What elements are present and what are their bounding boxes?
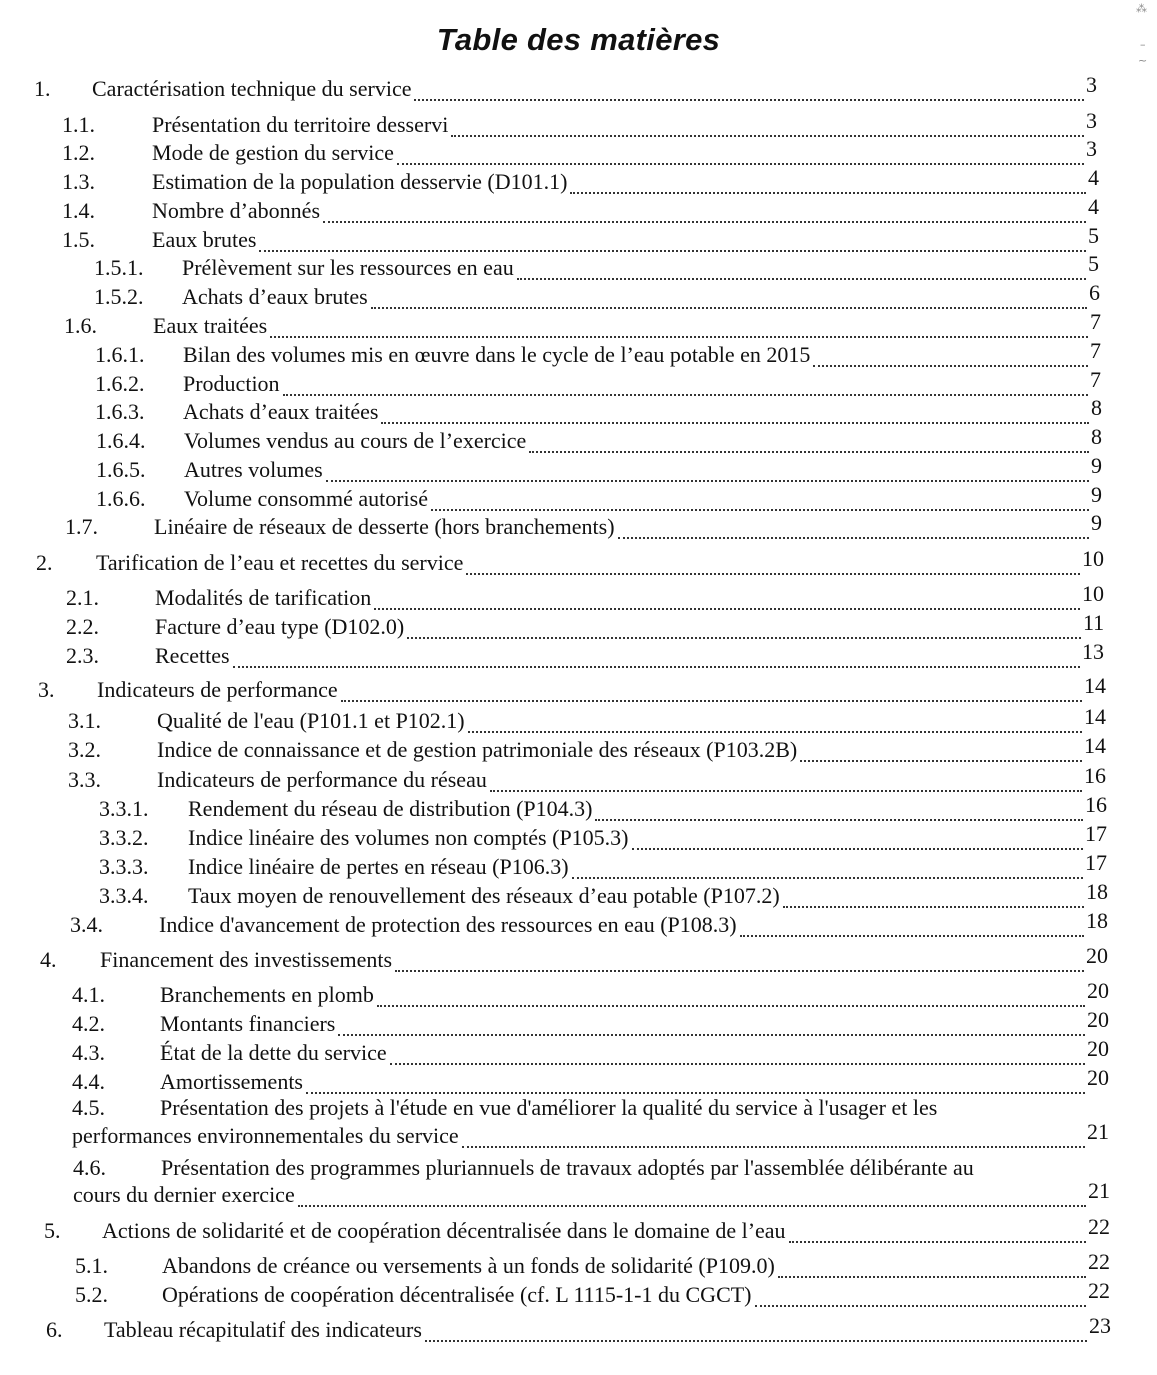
toc-entry-title[interactable]: Opérations de coopération décentralisée (cf. L 1115-1-1 du CGCT) [162, 1282, 752, 1307]
margin-mark: ~ [1138, 54, 1148, 67]
toc-entry-title[interactable]: Indice de connaissance et de gestion patrimoniale des réseaux (P103.2B) [157, 737, 798, 762]
toc-page-number[interactable]: 7 [1090, 309, 1101, 334]
toc-entry-title[interactable]: Branchements en plomb [160, 982, 374, 1007]
toc-page-number[interactable]: 17 [1085, 850, 1107, 875]
toc-entry-title[interactable]: Qualité de l'eau (P101.1 et P102.1) [157, 708, 465, 733]
toc-entry-title[interactable]: Actions de solidarité et de coopération décentralisée dans le domaine de l’eau [102, 1218, 786, 1243]
dot-leader [407, 637, 1081, 639]
toc-entry-number: 1.3. [62, 169, 95, 194]
toc-entry-title[interactable]: Taux moyen de renouvellement des réseaux d’eau potable (P107.2) [188, 883, 780, 908]
dot-leader [789, 1241, 1086, 1243]
toc-entry-title[interactable]: Présentation du territoire desservi [152, 112, 449, 137]
dot-leader [341, 700, 1082, 702]
toc-entry-title[interactable]: Linéaire de réseaux de desserte (hors branchements) [154, 514, 615, 539]
toc-entry-number: 1.2. [62, 140, 95, 165]
toc-entry-number: 3.3.1. [99, 796, 149, 821]
toc-entry-number: 5.2. [75, 1282, 108, 1307]
dot-leader [298, 1205, 1086, 1207]
dot-leader [259, 250, 1086, 252]
toc-page-number[interactable]: 5 [1088, 251, 1099, 276]
toc-entry-number: 4.2. [72, 1011, 105, 1036]
dot-leader [451, 135, 1084, 137]
toc-entry-title[interactable]: Nombre d’abonnés [152, 198, 321, 223]
dot-leader [490, 790, 1082, 792]
toc-entry-title[interactable]: Achats d’eaux traitées [183, 399, 379, 424]
toc-entry-title[interactable]: Montants financiers [160, 1011, 336, 1036]
toc-entry-title[interactable]: Production [183, 371, 280, 396]
toc-entry-title[interactable]: Indicateurs de performance du réseau [157, 767, 487, 792]
toc-entry-number: 1.5. [62, 227, 95, 252]
dot-leader [431, 509, 1089, 511]
dot-leader [233, 666, 1080, 668]
toc-entry-number: 2.2. [66, 614, 99, 639]
toc-entry-title[interactable]: Autres volumes [184, 457, 323, 482]
dot-leader [338, 1034, 1085, 1036]
toc-page-number[interactable]: 4 [1088, 194, 1099, 219]
toc-page-number[interactable]: 20 [1087, 1065, 1109, 1090]
toc-entry-number: 3.3.2. [99, 825, 149, 850]
toc-entry-title[interactable]: Volumes vendus au cours de l’exercice [184, 428, 527, 453]
dot-leader [270, 336, 1088, 338]
dot-leader [326, 480, 1089, 482]
toc-entry-number: 3.3.4. [99, 883, 149, 908]
toc-page-number[interactable]: 3 [1086, 108, 1097, 133]
toc-entry-title[interactable]: Tableau récapitulatif des indicateurs [104, 1317, 422, 1342]
toc-page-number[interactable]: 8 [1091, 395, 1102, 420]
toc-entry-number: 4. [40, 947, 57, 972]
toc-entry-title[interactable]: Facture d’eau type (D102.0) [155, 614, 405, 639]
toc-entry-number: 1.6.6. [96, 486, 146, 511]
toc-page-number[interactable]: 5 [1088, 223, 1099, 248]
dot-leader [466, 573, 1080, 575]
toc-entry-number: 1.6. [64, 313, 97, 338]
dot-leader [371, 307, 1087, 309]
dot-leader [323, 221, 1086, 223]
toc-page-number[interactable]: 13 [1082, 639, 1104, 664]
toc-entry-number: 3.1. [68, 708, 101, 733]
toc-entry-number: 1.6.3. [95, 399, 145, 424]
dot-leader [778, 1276, 1086, 1278]
toc-entry-title-continued[interactable]: cours du dernier exercice [73, 1182, 295, 1207]
toc-entry-number: 2.3. [66, 643, 99, 668]
dot-leader [462, 1146, 1085, 1148]
toc-entry-number: 4.6. [73, 1155, 106, 1180]
toc-page-number[interactable]: 3 [1086, 72, 1097, 97]
dot-leader [755, 1305, 1086, 1307]
toc-entry-title[interactable]: Volume consommé autorisé [184, 486, 428, 511]
toc-page-number[interactable]: 23 [1089, 1313, 1111, 1338]
toc-entry-number: 1. [34, 76, 51, 101]
toc-entry-number: 1.6.5. [96, 457, 146, 482]
toc-page-number[interactable]: 17 [1085, 821, 1107, 846]
margin-mark: ⁂ [1136, 2, 1147, 15]
toc-entry-title[interactable]: Tarification de l’eau et recettes du service [96, 550, 464, 575]
toc-page-number[interactable]: 20 [1086, 943, 1108, 968]
dot-leader [595, 819, 1083, 821]
dot-leader [414, 99, 1084, 101]
dot-leader [283, 394, 1088, 396]
toc-page-number[interactable]: 16 [1084, 763, 1106, 788]
toc-entry-number: 1.5.1. [94, 255, 144, 280]
toc-entry-title[interactable]: Prélèvement sur les ressources en eau [182, 255, 514, 280]
toc-entry-title[interactable]: Mode de gestion du service [152, 140, 394, 165]
toc-page-number[interactable]: 10 [1082, 581, 1104, 606]
dot-leader [572, 877, 1083, 879]
toc-entry-title[interactable]: Indice linéaire des volumes non comptés (P105.3) [188, 825, 629, 850]
toc-entry-number: 1.6.2. [95, 371, 145, 396]
toc-entry-number: 3.3. [68, 767, 101, 792]
toc-page-number[interactable]: 22 [1088, 1278, 1110, 1303]
toc-entry-title[interactable]: Indice d'avancement de protection des ressources en eau (P108.3) [159, 912, 737, 937]
toc-page-number[interactable]: 11 [1083, 610, 1105, 635]
toc-entry-number: 4.4. [72, 1069, 105, 1094]
toc-page-number[interactable]: 9 [1091, 510, 1102, 535]
toc-entry-title[interactable]: Modalités de tarification [155, 585, 372, 610]
dot-leader [468, 731, 1082, 733]
toc-entry-title[interactable]: Recettes [155, 643, 230, 668]
toc-entry-number: 4.3. [72, 1040, 105, 1065]
toc-entry-title[interactable]: Indice linéaire de pertes en réseau (P106.3) [188, 854, 569, 879]
toc-entry-title[interactable]: Caractérisation technique du service [92, 76, 412, 101]
dot-leader [517, 278, 1086, 280]
toc-entry-number: 2. [36, 550, 53, 575]
toc-entry-number: 3.4. [70, 912, 103, 937]
page-title: Table des matières [436, 22, 721, 57]
toc-entry-title-continued[interactable]: performances environnementales du service [72, 1123, 459, 1148]
dot-leader [397, 163, 1084, 165]
dot-leader [813, 365, 1088, 367]
toc-entry-title[interactable]: Achats d’eaux brutes [182, 284, 368, 309]
toc-page-number[interactable]: 21 [1087, 1119, 1109, 1144]
toc-entry-title[interactable]: Estimation de la population desservie (D101.1) [152, 169, 568, 194]
dot-leader [783, 906, 1084, 908]
toc-entry-title[interactable]: Eaux brutes [152, 227, 257, 252]
toc-entry-number: 1.1. [62, 112, 95, 137]
toc-entry-number: 6. [46, 1317, 63, 1342]
dot-leader [306, 1092, 1085, 1094]
toc-page-number[interactable]: 4 [1088, 165, 1099, 190]
toc-entry-title[interactable]: Bilan des volumes mis en œuvre dans le cycle de l’eau potable en 2015 [183, 342, 811, 367]
dot-leader [570, 192, 1086, 194]
dot-leader [632, 848, 1083, 850]
toc-entry-number: 2.1. [66, 585, 99, 610]
toc-page-number[interactable]: 18 [1086, 908, 1108, 933]
dot-leader [381, 422, 1089, 424]
dot-leader [529, 451, 1089, 453]
toc-entry-number: 1.4. [62, 198, 95, 223]
toc-page-number[interactable]: 9 [1091, 482, 1102, 507]
toc-page-number[interactable]: 7 [1090, 367, 1101, 392]
toc-entry-title[interactable]: État de la dette du service [160, 1040, 387, 1065]
toc-page-number[interactable]: 14 [1084, 673, 1106, 698]
toc-entry-title[interactable]: Présentation des programmes pluriannuels de travaux adoptés par l'assemblée délibérante au [161, 1155, 974, 1180]
toc-entry-number: 4.5. [72, 1095, 105, 1120]
toc-entry-number: 1.6.1. [95, 342, 145, 367]
toc-entry-number: 1.5.2. [94, 284, 144, 309]
toc-entry-title[interactable]: Amortissements [160, 1069, 303, 1094]
toc-page-number[interactable]: 9 [1091, 453, 1102, 478]
toc-page-number[interactable]: 14 [1084, 704, 1106, 729]
toc-entry-number: 5.1. [75, 1253, 108, 1278]
toc-page-number[interactable]: 20 [1087, 1007, 1109, 1032]
toc-page-number[interactable]: 7 [1090, 338, 1101, 363]
dot-leader [425, 1340, 1087, 1342]
toc-entry-title[interactable]: Présentation des projets à l'étude en vue d'améliorer la qualité du service à l'usager et les [160, 1095, 938, 1120]
dot-leader [395, 970, 1084, 972]
toc-entry-title[interactable]: Rendement du réseau de distribution (P104.3) [188, 796, 593, 821]
toc-page-number[interactable]: 20 [1087, 1036, 1109, 1061]
toc-page-number[interactable]: 8 [1091, 424, 1102, 449]
toc-entry-number: 5. [44, 1218, 61, 1243]
toc-page-number[interactable]: 14 [1084, 733, 1106, 758]
toc-entry-number: 3.3.3. [99, 854, 149, 879]
toc-page-number[interactable]: 22 [1088, 1214, 1110, 1239]
toc-entry-number: 1.7. [65, 514, 98, 539]
dot-leader [800, 760, 1082, 762]
toc-entry-number: 3. [38, 677, 55, 702]
dot-leader [740, 935, 1084, 937]
toc-page-number[interactable]: 18 [1086, 879, 1108, 904]
toc-page-number[interactable]: 3 [1086, 136, 1097, 161]
toc-entry-title[interactable]: Eaux traitées [153, 313, 268, 338]
toc-page-number[interactable]: 20 [1087, 978, 1109, 1003]
toc-entry-title[interactable]: Indicateurs de performance [97, 677, 338, 702]
toc-page-number[interactable]: 16 [1085, 792, 1107, 817]
toc-entry-title[interactable]: Abandons de créance ou versements à un fonds de solidarité (P109.0) [162, 1253, 775, 1278]
dot-leader [374, 608, 1080, 610]
dot-leader [390, 1063, 1085, 1065]
toc-entry-number: 3.2. [68, 737, 101, 762]
toc-entry-number: 1.6.4. [96, 428, 146, 453]
toc-page-number[interactable]: 22 [1088, 1249, 1110, 1274]
toc-entry-number: 4.1. [72, 982, 105, 1007]
toc-page-number[interactable]: 10 [1082, 546, 1104, 571]
toc-page-number[interactable]: 6 [1089, 280, 1100, 305]
dot-leader [618, 537, 1089, 539]
toc-page-number[interactable]: 21 [1088, 1178, 1110, 1203]
margin-mark: – [1140, 38, 1146, 51]
toc-entry-title[interactable]: Financement des investissements [100, 947, 393, 972]
dot-leader [377, 1005, 1085, 1007]
